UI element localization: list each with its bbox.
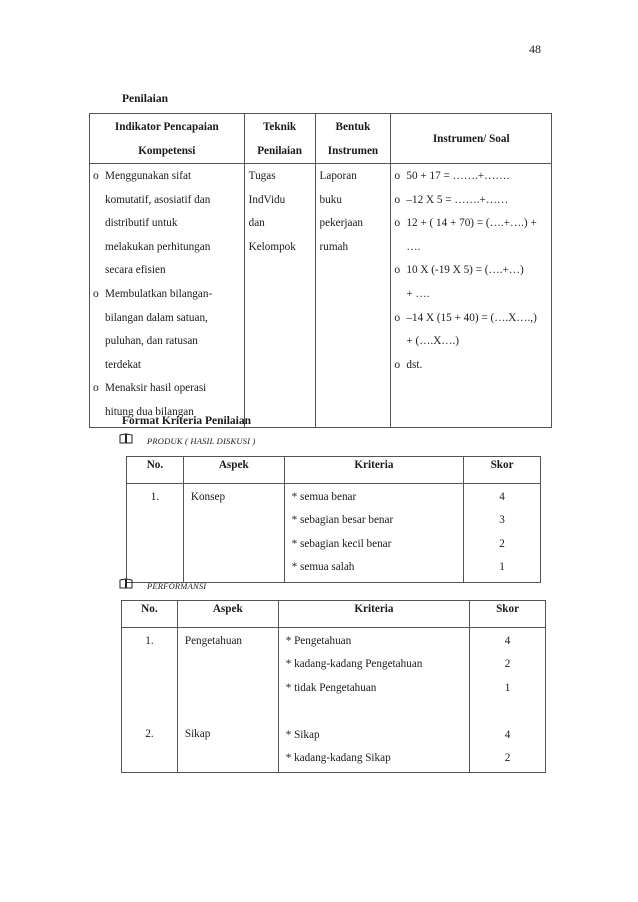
produk-table	[126, 456, 541, 583]
bentuk-line: buku	[319, 193, 342, 206]
performansi-kriteria-line: * kadang-kadang Pengetahuan	[285, 658, 423, 671]
header-instrumen: Instrumen/ Soal	[391, 114, 552, 164]
performansi-skor-cell	[470, 628, 546, 773]
soal-item: o 12 + ( 14 + 70) = (….+….) +	[391, 212, 551, 236]
performansi-header-row	[122, 601, 546, 628]
soal-item: o 50 + 17 = …….+…….	[391, 165, 551, 189]
bentuk-cell	[315, 164, 391, 428]
indikator-line: hitung dua bilangan	[105, 405, 194, 418]
produk-skor-value: 3	[499, 514, 505, 527]
performansi-kriteria-line: * kadang-kadang Sikap	[285, 752, 391, 765]
book-icon	[119, 433, 133, 447]
performansi-header-skor: Skor	[470, 601, 546, 628]
indikator-line: melakukan perhitungan	[105, 240, 211, 253]
produk-kriteria-line: * semua benar	[291, 491, 357, 503]
performansi-aspek-cell	[177, 628, 278, 773]
performansi-label-text: PERFORMANSI	[147, 581, 207, 591]
teknik-line: Tugas	[248, 170, 276, 182]
header-teknik-line: Penilaian	[257, 145, 302, 157]
indikator-line: distributif untuk	[105, 217, 178, 230]
performansi-no: 2.	[145, 728, 154, 741]
produk-aspek: Konsep	[183, 484, 284, 583]
penilaian-table	[89, 113, 552, 428]
produk-header-aspek: Aspek	[183, 457, 284, 484]
performansi-no-cell	[122, 628, 178, 773]
produk-label-text: PRODUK ( HASIL DISKUSI )	[147, 436, 256, 446]
produk-skor-value: 1	[499, 561, 505, 574]
teknik-line: IndVidu	[248, 193, 286, 206]
produk-row	[127, 484, 541, 583]
penilaian-table-header-row	[90, 114, 552, 164]
performansi-kriteria-line: * Sikap	[285, 728, 320, 741]
produk-kriteria	[284, 484, 464, 583]
produk-no: 1.	[127, 484, 184, 583]
performansi-kriteria-line: * Pengetahuan	[285, 635, 352, 647]
header-bentuk-line: Bentuk	[335, 121, 371, 133]
indikator-line: bilangan dalam satuan,	[105, 311, 208, 324]
indikator-item: o Membulatkan bilangan-	[90, 283, 244, 307]
performansi-header-no: No.	[122, 601, 178, 628]
soal-item: o –12 X 5 = …….+……	[391, 189, 551, 213]
penilaian-table-body-row	[90, 164, 552, 428]
indikator-item: o Menggunakan sifat	[90, 165, 244, 189]
teknik-line: dan	[248, 217, 265, 230]
performansi-header-kriteria: Kriteria	[278, 601, 469, 628]
header-indikator	[90, 114, 245, 164]
penilaian-heading: Penilaian	[122, 93, 169, 105]
produk-kriteria-line: * sebagian besar benar	[291, 514, 394, 527]
performansi-row	[122, 628, 546, 773]
performansi-kriteria-line: * tidak Pengetahuan	[285, 681, 377, 694]
performansi-aspek: Pengetahuan	[184, 635, 243, 647]
teknik-cell	[244, 164, 315, 428]
indikator-line: secara efisien	[105, 264, 166, 277]
produk-kriteria-line: * sebagian kecil benar	[291, 537, 392, 550]
header-indikator-line: Indikator Pencapaian	[114, 121, 219, 133]
indikator-line: komutatif, asosiatif dan	[105, 193, 211, 206]
soal-line: ….	[406, 240, 421, 253]
produk-header-row	[127, 457, 541, 484]
performansi-skor-value: 4	[504, 635, 511, 647]
header-bentuk-line: Instrumen	[327, 145, 379, 157]
bentuk-line: rumah	[319, 240, 349, 253]
produk-header-kriteria: Kriteria	[284, 457, 464, 484]
soal-item: o 10 X (-19 X 5) = (….+…)	[391, 259, 551, 283]
page-number: 48	[529, 42, 541, 56]
performansi-skor-value: 4	[504, 728, 511, 741]
soal-line: + ….	[406, 287, 430, 300]
performansi-skor-value: 1	[504, 681, 511, 694]
produk-kriteria-line: * semua salah	[291, 561, 355, 574]
header-teknik	[244, 114, 315, 164]
performansi-label	[119, 578, 206, 592]
produk-skor-value: 2	[499, 537, 505, 550]
performansi-kriteria-cell	[278, 628, 469, 773]
book-icon	[119, 578, 133, 592]
teknik-line: Kelompok	[248, 240, 296, 253]
produk-skor-value: 4	[499, 491, 505, 503]
header-bentuk	[315, 114, 391, 164]
produk-skor	[464, 484, 541, 583]
bentuk-line: pekerjaan	[319, 217, 364, 230]
performansi-skor-value: 2	[504, 658, 511, 671]
performansi-table	[121, 600, 546, 773]
indikator-cell	[90, 164, 245, 428]
produk-header-skor: Skor	[464, 457, 541, 484]
indikator-line: puluhan, dan ratusan	[105, 335, 198, 348]
soal-line: + (….X….)	[406, 335, 460, 348]
produk-label	[119, 433, 256, 447]
soal-item: o dst.	[391, 354, 551, 378]
produk-header-no: No.	[127, 457, 184, 484]
header-teknik-line: Teknik	[262, 121, 297, 133]
performansi-aspek: Sikap	[184, 728, 211, 741]
format-kriteria-heading: Format Kriteria Penilaian	[122, 415, 252, 427]
performansi-skor-value: 2	[504, 752, 511, 765]
header-indikator-line: Kompetensi	[138, 145, 196, 157]
indikator-item: o Menaksir hasil operasi	[90, 377, 244, 401]
soal-cell	[391, 164, 552, 428]
performansi-header-aspek: Aspek	[177, 601, 278, 628]
bentuk-line: Laporan	[319, 170, 357, 182]
soal-item: o –14 X (15 + 40) = (….X….,)	[391, 307, 551, 331]
performansi-no: 1.	[145, 635, 154, 647]
indikator-line: terdekat	[105, 358, 142, 371]
